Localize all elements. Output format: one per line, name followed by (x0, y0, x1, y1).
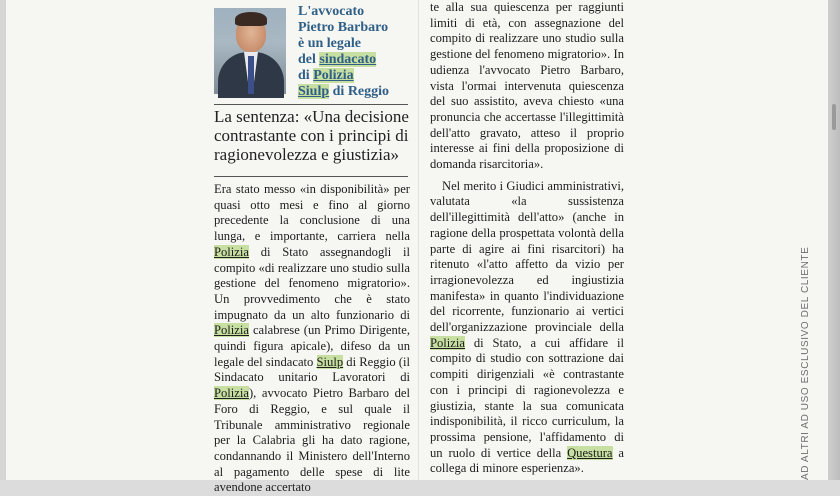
caption-highlight: Siulp (298, 84, 330, 99)
body-text: Era stato messo «in disponibilità» per quasi otto mesi e fino al giorno precedente la conclusione di una lunga, e importante, carriera nella (214, 182, 410, 244)
caption-line: è un legale (298, 36, 361, 51)
highlighted-term: Polizia (214, 244, 249, 259)
caption-text: del (298, 52, 320, 67)
article-column-2 (430, 0, 624, 477)
caption-highlight: Polizia (313, 68, 354, 83)
body-text: a collega di minore esperienza». (430, 445, 624, 476)
article-paragraph (430, 0, 624, 173)
highlighted-term: Polizia (214, 386, 249, 401)
caption-text: di (298, 68, 314, 83)
article-column-1 (214, 182, 410, 496)
article-headline: La sentenza: «Una decisione contrastante con i principi di ragionevolezza e giustizia» (214, 107, 409, 164)
caption-line (298, 52, 416, 68)
caption-line (298, 84, 416, 100)
scroll-nub (832, 104, 836, 130)
page-edge (828, 0, 840, 480)
body-text: calabrese (un Primo Dirigente, quindi figura apicale), difeso da un legale del sindacato (214, 323, 410, 369)
photo-caption (298, 4, 416, 100)
body-text: te alla sua quiescenza per raggiunti limiti di età, con assegnazione del compito di realizzare uno studio sulla gestione del fenomeno migratorio». In udienza l'avvocato Pietro Barbaro, vista l'ormai intervenuta quiescenza del suo assistito, aveva chiesto «una pronuncia che accertasse l'illegittimità dell'atto gravato, atteso il proprio interesse ai fini della proposizione di domanda risarcitoria». (430, 0, 624, 172)
caption-highlight: sindacato (319, 52, 377, 67)
usage-notice: AD ALTRI AD USO ESCLUSIVO DEL CLIENTE (800, 246, 811, 480)
body-text: di Stato, a cui affidare il compito di studio con sottrazione dai compiti dirigenziali «è contrastante con i principi di ragionevolezza e giustizia, stante la sua comunicata indisponibilità, il ricco curriculum, la prossima pensione, l'affidamento di un ruolo di vertice della (430, 335, 624, 460)
caption-text: di Reggio (329, 84, 390, 99)
article-paragraph (430, 179, 624, 477)
body-text: ), avvocato Pietro Barbaro del Foro di Reggio, e sul quale il Tribunale amministrativo regionale per la Calabria gli ha dato ragione, condannando il Ministero dell'Interno al pagamento delle spese di lite avendone accertato (214, 386, 410, 495)
caption-line: L'avvocato (298, 4, 365, 19)
body-text: Nel merito i Giudici amministrativi, valutata «la sussistenza dell'illegittimità dell'atto» (anche in ragione della prospettata volontà della parte di agire ai fini risarcitori) ha ritenuto «l'atto affetto da vizio per irragionevolezza ed ingiustizia manifesta» in quanto l'individuazione del ricorrente, funzionario ai vertici dell'organizzazione provinciale della (430, 178, 624, 335)
highlighted-term: Polizia (214, 323, 249, 338)
newspaper-page (6, 0, 828, 480)
caption-line (298, 68, 416, 84)
column-separator (418, 0, 419, 480)
headline-bottom-rule (214, 176, 408, 177)
highlighted-term: Polizia (430, 335, 465, 350)
highlighted-term: Siulp (316, 354, 344, 369)
body-text: di Stato assegnandogli il compito «di realizzare uno studio sulla gestione del fenomeno migratorio». Un provvedimento che è stato impugnato da un alto funzionario di (214, 244, 410, 322)
highlighted-term: Questura (567, 445, 613, 460)
caption-line: Pietro Barbaro (298, 20, 389, 35)
body-text: di Reggio (il Sindacato unitario Lavoratori di (214, 354, 410, 385)
headline-top-rule (214, 104, 408, 105)
article-paragraph (214, 182, 410, 496)
lawyer-portrait-photo (214, 8, 286, 94)
